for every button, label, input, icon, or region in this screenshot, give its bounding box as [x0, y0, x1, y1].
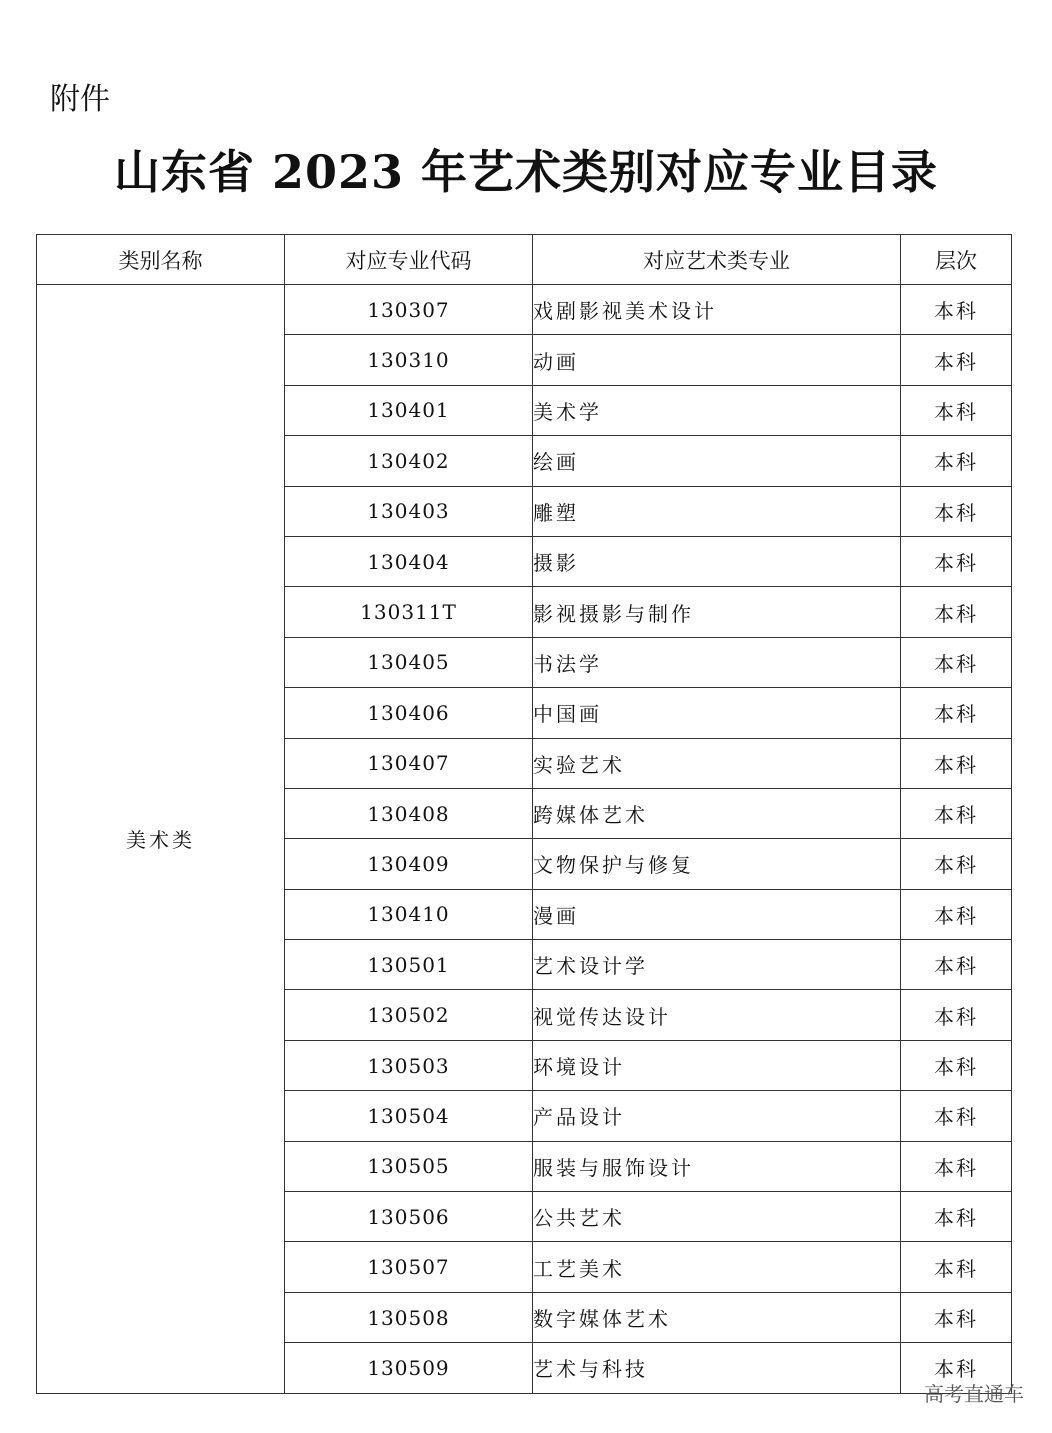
- level-cell: 本科: [901, 637, 1012, 687]
- code-cell: 130504: [285, 1091, 533, 1141]
- major-name-cell: 艺术与科技: [533, 1343, 901, 1393]
- code-cell: 130310: [285, 335, 533, 385]
- code-cell: 130508: [285, 1292, 533, 1342]
- header-code: 对应专业代码: [285, 235, 533, 285]
- level-cell: 本科: [901, 738, 1012, 788]
- code-cell: 130506: [285, 1192, 533, 1242]
- major-name-cell: 环境设计: [533, 1040, 901, 1090]
- major-name-cell: 美术学: [533, 385, 901, 435]
- attachment-label: 附件: [50, 82, 110, 117]
- category-cell: 美术类: [37, 285, 285, 1394]
- level-cell: 本科: [901, 1292, 1012, 1342]
- code-cell: 130509: [285, 1343, 533, 1393]
- major-name-cell: 文物保护与修复: [533, 839, 901, 889]
- level-cell: 本科: [901, 486, 1012, 536]
- major-name-cell: 产品设计: [533, 1091, 901, 1141]
- header-major: 对应艺术类专业: [533, 235, 901, 285]
- code-cell: 130307: [285, 285, 533, 335]
- major-name-cell: 戏剧影视美术设计: [533, 285, 901, 335]
- level-cell: 本科: [901, 436, 1012, 486]
- major-name-cell: 工艺美术: [533, 1242, 901, 1292]
- level-cell: 本科: [901, 839, 1012, 889]
- code-cell: 130311T: [285, 587, 533, 637]
- watermark: 高考直通车: [924, 1382, 1024, 1406]
- major-name-cell: 服装与服饰设计: [533, 1141, 901, 1191]
- level-cell: 本科: [901, 536, 1012, 586]
- code-cell: 130503: [285, 1040, 533, 1090]
- table-body: [37, 285, 1012, 1394]
- code-cell: 130505: [285, 1141, 533, 1191]
- level-cell: 本科: [901, 1091, 1012, 1141]
- major-name-cell: 摄影: [533, 536, 901, 586]
- code-cell: 130403: [285, 486, 533, 536]
- major-name-cell: 动画: [533, 335, 901, 385]
- major-catalog-table: [36, 234, 1012, 1394]
- major-name-cell: 雕塑: [533, 486, 901, 536]
- level-cell: 本科: [901, 385, 1012, 435]
- code-cell: 130501: [285, 940, 533, 990]
- level-cell: 本科: [901, 1343, 1012, 1393]
- major-name-cell: 书法学: [533, 637, 901, 687]
- code-cell: 130407: [285, 738, 533, 788]
- table-header-row: [37, 235, 1012, 285]
- code-cell: 130406: [285, 688, 533, 738]
- level-cell: 本科: [901, 990, 1012, 1040]
- level-cell: 本科: [901, 335, 1012, 385]
- level-cell: 本科: [901, 1192, 1012, 1242]
- level-cell: 本科: [901, 1242, 1012, 1292]
- major-name-cell: 实验艺术: [533, 738, 901, 788]
- document-title: 山东省 2023 年艺术类别对应专业目录: [113, 145, 939, 199]
- major-name-cell: 中国画: [533, 688, 901, 738]
- level-cell: 本科: [901, 688, 1012, 738]
- code-cell: 130405: [285, 637, 533, 687]
- level-cell: 本科: [901, 587, 1012, 637]
- major-name-cell: 影视摄影与制作: [533, 587, 901, 637]
- code-cell: 130404: [285, 536, 533, 586]
- major-name-cell: 公共艺术: [533, 1192, 901, 1242]
- code-cell: 130408: [285, 788, 533, 838]
- code-cell: 130507: [285, 1242, 533, 1292]
- header-category: 类别名称: [37, 235, 285, 285]
- level-cell: 本科: [901, 1141, 1012, 1191]
- level-cell: 本科: [901, 1040, 1012, 1090]
- code-cell: 130502: [285, 990, 533, 1040]
- major-name-cell: 跨媒体艺术: [533, 788, 901, 838]
- major-name-cell: 艺术设计学: [533, 940, 901, 990]
- code-cell: 130402: [285, 436, 533, 486]
- level-cell: 本科: [901, 889, 1012, 939]
- level-cell: 本科: [901, 788, 1012, 838]
- code-cell: 130401: [285, 385, 533, 435]
- level-cell: 本科: [901, 940, 1012, 990]
- table-row: [37, 285, 1012, 335]
- major-name-cell: 绘画: [533, 436, 901, 486]
- code-cell: 130409: [285, 839, 533, 889]
- code-cell: 130410: [285, 889, 533, 939]
- major-name-cell: 数字媒体艺术: [533, 1292, 901, 1342]
- major-name-cell: 视觉传达设计: [533, 990, 901, 1040]
- header-level: 层次: [901, 235, 1012, 285]
- level-cell: 本科: [901, 285, 1012, 335]
- major-name-cell: 漫画: [533, 889, 901, 939]
